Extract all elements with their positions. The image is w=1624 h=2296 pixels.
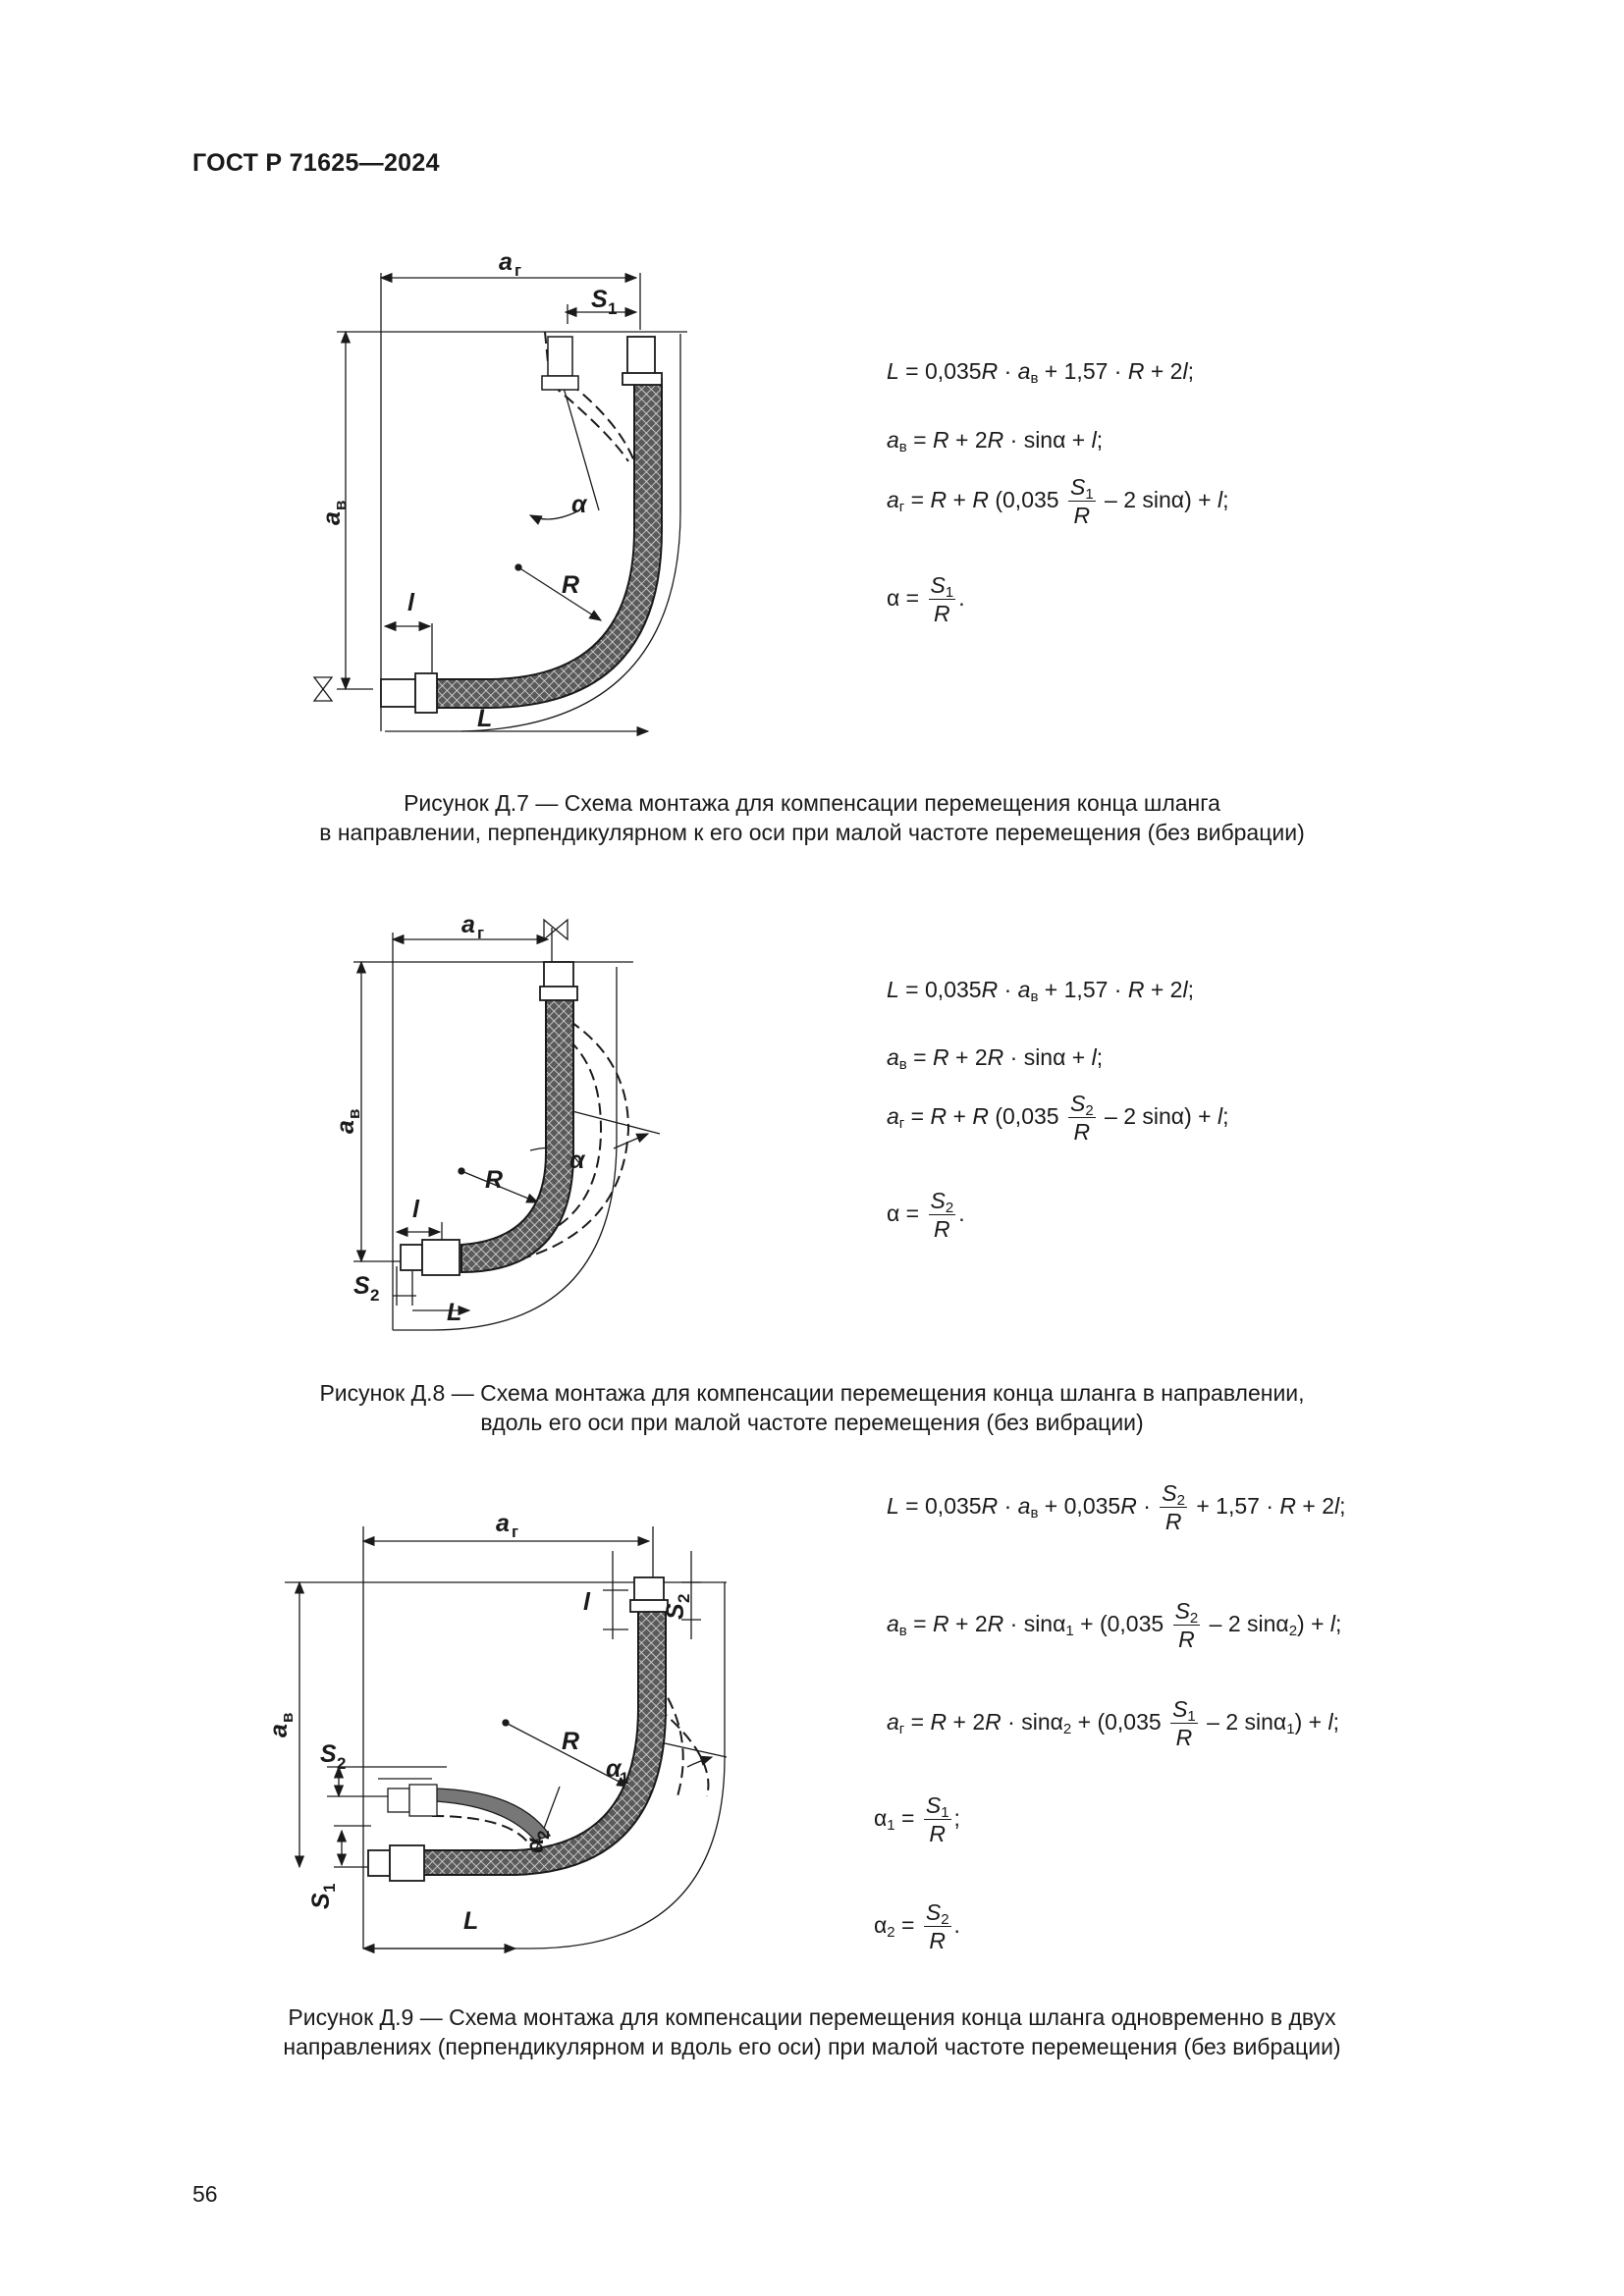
label-R: R: [485, 1166, 504, 1194]
label-alpha2-sub: 2: [534, 1830, 553, 1840]
label-ag: a: [461, 911, 475, 938]
label-alpha1-sub: 1: [620, 1769, 629, 1788]
label-s2-top-sub: 2: [675, 1593, 693, 1603]
label-s1-sub: 1: [608, 299, 618, 318]
formula-alpha: α = $\frac{S_2}{R}$ .: [887, 1188, 965, 1242]
label-alpha2: α: [521, 1838, 549, 1853]
label-R: R: [562, 1728, 580, 1755]
formula-av: $a_в = R + 2R \cdot \sin\alpha + l$;: [887, 427, 1104, 455]
label-av: a: [265, 1724, 293, 1737]
formula-av: $a_в = R + 2R \cdot \sin\alpha + l$;: [887, 1044, 1104, 1073]
label-R: R: [562, 571, 580, 599]
label-av-sub: в: [278, 1712, 297, 1723]
label-l: l: [583, 1588, 590, 1616]
formula-alpha: α = $\frac{S_1}{R}$ .: [887, 572, 965, 626]
figure-d8-caption: Рисунок Д.8 — Схема монтажа для компенсации перемещения конца шланга в направлении, вдоль его оси при малой частоте перемещения (без вибрации): [319, 1380, 1305, 1435]
label-av-sub: в: [345, 1108, 363, 1119]
document-header: ГОСТ Р 71625—2024: [192, 149, 440, 177]
formula-av: $a_в = R + 2R \cdot \sin\alpha_1 + (0,035$ $\frac{S_2}{R}$ – 2 sinα$_2$) + l;: [887, 1598, 1342, 1652]
label-alpha: α: [571, 491, 587, 518]
figure-d9-caption: Рисунок Д.9 — Схема монтажа для компенсации перемещения конца шланга одновременно в двух направлениях (перпендикулярном и вдоль его оси) при малой частоте перемещения (без вибрации): [283, 2004, 1341, 2059]
label-ag-sub: г: [514, 261, 522, 280]
label-s1: S: [307, 1893, 335, 1909]
label-alpha1: α: [606, 1755, 622, 1783]
label-av: a: [318, 511, 346, 525]
label-L: L: [463, 1907, 479, 1935]
label-alpha: α: [569, 1147, 585, 1174]
label-s1: S: [591, 286, 608, 313]
label-ag-sub: г: [477, 924, 485, 942]
formula-alpha2: $\alpha_2$ = $\frac{S_2}{R}$ .: [874, 1899, 960, 1953]
label-ag: a: [499, 248, 513, 276]
formula-L: $L = 0,035R \cdot a_в + 1,57 \cdot R + 2l$;: [887, 977, 1194, 1005]
formula-ag: $a_г = R + R$ (0,035 $\frac{S_2}{R}$ – 2 sinα) + l;: [887, 1091, 1229, 1145]
formula-L: $L = 0,035R \cdot a_в + 1,57 \cdot R + 2l$;: [887, 358, 1194, 387]
formula-L: $L = 0,035R \cdot a_в + 0,035R$ · $\frac{S_2}{R}$ + 1,57 · R + 2l;: [887, 1480, 1346, 1534]
label-L: L: [447, 1299, 462, 1326]
page-number: 56: [192, 2181, 218, 2207]
label-l: l: [407, 589, 414, 616]
label-l: l: [412, 1196, 419, 1223]
label-s2-top: S: [662, 1603, 689, 1620]
formula-ag: $a_г = R + R$ (0,035 $\frac{S_1}{R}$ – 2 sinα) + l;: [887, 474, 1229, 528]
label-L: L: [477, 705, 493, 732]
label-ag-sub: г: [512, 1522, 519, 1541]
label-av-sub: в: [331, 500, 350, 510]
label-av: a: [332, 1120, 359, 1134]
label-ag: a: [496, 1510, 510, 1537]
label-s2-sub: 2: [370, 1286, 380, 1305]
formula-ag: $a_г = R + 2R \cdot \sin\alpha_2 + (0,035$ $\frac{S_1}{R}$ – 2 sinα$_1$) + l;: [887, 1696, 1339, 1750]
label-s2-left-sub: 2: [337, 1754, 347, 1773]
label-s2: S: [353, 1272, 370, 1300]
label-s2-left: S: [320, 1740, 337, 1768]
formula-alpha1: $\alpha_1$ = $\frac{S_1}{R}$ ;: [874, 1792, 960, 1846]
label-s1-sub: 1: [320, 1883, 339, 1893]
figure-d7-caption: Рисунок Д.7 — Схема монтажа для компенсации перемещения конца шланга в направлении, перпендикулярном к его оси при малой частоте перемещения (без вибрации): [319, 790, 1305, 845]
